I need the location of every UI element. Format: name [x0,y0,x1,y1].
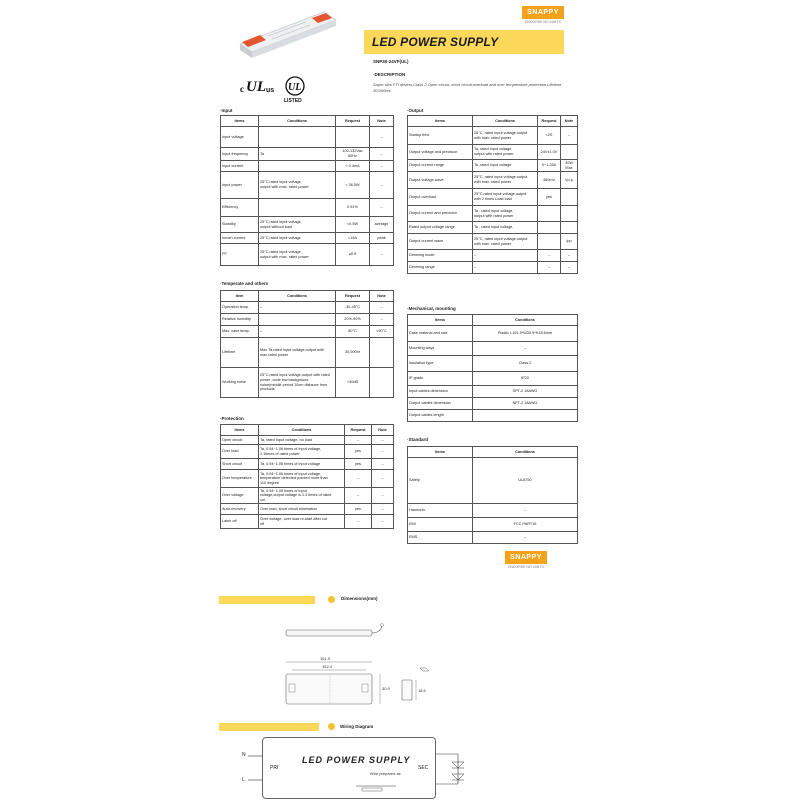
protection-col-header: Request [345,425,372,436]
table-cell: NFT-2 18AWG [473,398,578,410]
table-cell: Ipp [561,234,578,250]
table-cell: Ta, rated input voltage, output with rated power [473,145,538,160]
table-cell: < 36.5W [336,172,370,199]
table-cell: Dimming range [408,262,473,274]
table-cell: Input voltage [221,127,259,148]
table-cell: Output voltage wave [408,172,473,189]
table-row [221,368,394,398]
table-row [408,127,578,145]
table-row [408,222,578,234]
table-cell: IP grade [408,372,473,386]
neutral-label: N [242,752,246,758]
table-cell: 80°C [336,326,370,338]
table-cell: Operation temp. [221,302,259,314]
table-cell [473,410,578,422]
table-cell [259,199,336,217]
table-row [408,410,578,422]
table-cell: yes [345,459,372,470]
table-row [221,217,394,233]
table-cell: – [473,532,578,544]
output-header-row [408,116,578,127]
table-cell: 0~1.25A [538,160,561,172]
table-cell: – [372,445,394,459]
dim-length-label: 161.9 [320,656,331,661]
table-cell: Startup time [408,127,473,145]
table-cell: Working noise [221,368,259,398]
table-row [221,504,394,515]
dimensions-bullet-icon [328,596,335,603]
svg-text:UL: UL [246,79,266,95]
table-cell: EMS [408,532,473,544]
wiring-yellow-bar [219,723,319,731]
table-cell: – [345,436,372,445]
table-cell: Output voltage and precision [408,145,473,160]
temperature-section-title: ·Temperate and others [220,281,269,286]
protection-col-header: Note [372,425,394,436]
table-row [408,532,578,544]
table-cell: Inrush current [221,233,259,244]
table-cell: Over voltage [221,488,259,504]
table-cell: Ta, 0.94~1.06 times of input voltage [259,459,345,470]
table-cell: Output current and precision [408,206,473,222]
product-photo [232,6,342,58]
table-cell: Mounting ways [408,342,473,356]
table-cell: peak [370,233,394,244]
table-cell [370,338,394,368]
table-cell: – [473,262,538,274]
input-frequency-value: 60Hz [348,154,357,158]
table-cell: Max. case temp. [221,326,259,338]
table-cell: 0.91% [336,199,370,217]
standard-col-header: Conditions [473,447,578,458]
table-cell [259,314,336,326]
svg-text:us: us [266,87,275,94]
table-cell: Ta ,rated input voltage [473,160,538,172]
input-section-title: ·Input [220,108,233,113]
table-row [221,127,394,148]
table-cell: -30-45°C [336,302,370,314]
table-row [408,356,578,372]
table-cell: Open circuit [221,436,259,445]
table-cell: – [370,172,394,199]
table-cell: 25°C,rated input voltage, output with max. rated power [259,244,336,266]
table-cell: – [370,161,394,172]
table-row [221,488,394,504]
table-cell: Ta, 0.94~1.06 times of input voltage, 1.1times of rated power [259,445,345,459]
table-cell: Auto-recovery [221,504,259,515]
table-cell: – [345,488,372,504]
page-title: LED POWER SUPPLY [372,35,499,49]
output-col-header: Items [408,116,473,127]
table-cell: – [370,302,394,314]
table-cell: <15A [336,233,370,244]
table-row [408,386,578,398]
table-cell: Latch off [221,515,259,529]
table-cell: SPT-2 18AWG [473,386,578,398]
temperature-col-header: Conditions [259,291,336,302]
table-cell: < 0.4mA [336,161,370,172]
table-cell: <0.5W [336,217,370,233]
table-row [408,326,578,342]
table-cell: 30,000hr [336,338,370,368]
secondary-label: SEC [418,765,429,771]
output-table [407,115,578,274]
table-cell [538,234,561,250]
table-cell: – [370,127,394,148]
table-cell: Ta, rated input voltage, no load [259,436,345,445]
table-cell: 25°C,rated input voltage,output with 2 times Load load [473,189,538,206]
table-cell: Rated output voltage range [408,222,473,234]
dim-inner-label: 152.4 [322,664,333,669]
table-cell: <30dB [336,368,370,398]
model-number: SNP30-24VF(UL) [373,59,409,64]
table-cell: Vp-p [561,172,578,189]
table-row [221,326,394,338]
primary-label: PRI [270,765,279,771]
brand-name: SNAPPY [522,6,564,19]
table-row [408,160,578,172]
table-cell: – [372,470,394,488]
table-row [408,250,578,262]
mechanical-col-header: Items [408,315,473,326]
table-cell: 25°C,rated input voltage, output with max. rated power [259,172,336,199]
temperature-col-header: Item [221,291,259,302]
certification-logos [226,72,336,106]
table-row [408,342,578,356]
table-cell: average [370,217,394,233]
table-cell: Input cables dimension [408,386,473,398]
standard-section-title: ·Standard [407,437,429,442]
table-cell: Ta, 0.94~1.06 times of input voltage, temperature detected pointed more than 110 degree [259,470,345,488]
table-cell [561,145,578,160]
table-cell: ≥0.9 [336,244,370,266]
table-cell: Input current [221,161,259,172]
table-cell: 24V±1.0V [538,145,561,160]
protection-header-row [221,425,394,436]
table-cell [538,222,561,234]
table-cell: <2S [538,127,561,145]
table-row [408,234,578,250]
table-row [408,172,578,189]
table-row [221,199,394,217]
table-row [408,372,578,386]
table-cell: Max Ta,rated input voltage,output with max.rated power [259,338,336,368]
wiring-title: Wiring Diagram [340,724,374,729]
table-cell [561,189,578,206]
table-cell: – [259,326,336,338]
standard-header-row [408,447,578,458]
table-cell: – [372,459,394,470]
table-cell: – [372,436,394,445]
table-cell: 30W Max [561,160,578,172]
table-cell: Output cables length [408,410,473,422]
table-cell: Ta [259,148,336,161]
table-cell: – [370,199,394,217]
table-row [221,470,394,488]
table-cell: – [473,250,538,262]
table-cell: – [370,244,394,266]
table-row [221,314,394,326]
table-cell: Insulation type [408,356,473,372]
table-cell: yes [538,189,561,206]
standard-col-header: Items [408,447,473,458]
table-row [221,233,394,244]
table-cell: Relative humidity [221,314,259,326]
table-row [408,518,578,532]
table-cell: – [473,504,578,518]
table-cell: 25°C, rated input voltage,output with max. rated power [473,127,538,145]
table-cell: Output cables dimension [408,398,473,410]
input-header-row [221,116,394,127]
table-cell [336,127,370,148]
table-cell: EMI [408,518,473,532]
table-cell [259,161,336,172]
table-cell: IP20 [473,372,578,386]
table-cell: <90°C [370,326,394,338]
wiring-diagram-title: LED POWER SUPPLY [302,755,411,765]
table-cell: Plastic L161.9*W30.9*H18.6mm [473,326,578,342]
brand-name-footer: SNAPPY [505,551,547,564]
input-col-header: Conditions [259,116,336,127]
table-cell [561,206,578,222]
table-row [221,338,394,368]
protection-section-title: ·Protection [220,416,244,421]
dimension-drawing [270,610,450,720]
table-cell: Dimming mode [408,250,473,262]
table-cell: Case material and size [408,326,473,342]
table-cell: 480mV [538,172,561,189]
table-cell: – [538,262,561,274]
protection-col-header: Items [221,425,259,436]
protection-col-header: Conditions [259,425,345,436]
table-cell [259,127,336,148]
table-row [221,148,394,161]
svg-text:UL: UL [288,82,302,93]
table-cell: Ta, 0.94~1.06 times of input voltage,output voltage is 1.3 times of rated vol. [259,488,345,504]
table-cell: Over load [221,445,259,459]
brand-logo [522,6,564,28]
table-cell: Ta , rated input voltage, output with rated power [473,206,538,222]
table-cell: – [538,250,561,262]
brand-logo-footer [505,551,547,573]
mechanical-section-title: ·Mechanical, mounting [407,306,456,311]
table-cell: Standby [221,217,259,233]
table-cell: Output current range [408,160,473,172]
table-cell: yes [345,445,372,459]
table-cell: Over load, short circuit elimination [259,504,345,515]
table-cell: 100-132Vac 60Hz [336,148,370,161]
table-row [408,398,578,410]
mechanical-col-header: Conditions [473,315,578,326]
listed-label: LISTED [284,98,302,104]
table-row [221,445,394,459]
table-row [408,458,578,504]
temperature-col-header: Request [336,291,370,302]
output-section-title: ·Output [407,108,424,113]
standard-table [407,446,578,544]
table-cell [370,368,394,398]
table-cell: 25°C, rated input voltage,output with max. rated power [473,234,538,250]
wiring-bullet-icon [328,723,335,730]
dim-height-label: 18.6 [418,688,426,693]
table-row [408,145,578,160]
mechanical-table [407,314,578,422]
table-cell: – [345,515,372,529]
table-cell: 25°C,rated input voltage, output without load [259,217,336,233]
table-row [221,172,394,199]
title-banner [364,30,564,54]
mechanical-header-row [408,315,578,326]
table-cell: – [372,504,394,515]
table-cell: – [473,342,578,356]
table-cell: – [370,314,394,326]
table-cell [538,206,561,222]
description-heading: ·DESCRIPTION [373,72,406,77]
protection-table [220,424,394,529]
table-cell: Input power [221,172,259,199]
table-cell: Output current wave [408,234,473,250]
table-cell: – [259,302,336,314]
table-cell: 25°C, rated input voltage,output with max. rated power [473,172,538,189]
table-cell: Ta , rated input voltage, [473,222,538,234]
input-col-header: Items [221,116,259,127]
input-table [220,115,394,266]
brand-tagline: ENDORSE NO LIMITS [525,20,561,24]
table-row [408,504,578,518]
table-cell: Harmonic [408,504,473,518]
input-col-header: Note [370,116,394,127]
dimensions-title: Dimensions(mm) [341,596,378,601]
table-cell: Short circuit [221,459,259,470]
table-cell: – [561,250,578,262]
table-cell: yes [345,504,372,515]
temperature-table [220,290,394,398]
temperature-col-header: Note [370,291,394,302]
table-row [221,459,394,470]
table-cell: Over temperature [221,470,259,488]
line-label: L [242,777,245,783]
table-cell: 20%-90% [336,314,370,326]
table-cell: 25°C,rated input voltage,output with rated power ,code low background noise(middle period 10cm distance from products [259,368,336,398]
table-row [221,436,394,445]
table-row [408,206,578,222]
table-cell: – [370,148,394,161]
table-row [221,244,394,266]
table-row [408,189,578,206]
table-row [221,302,394,314]
temperature-header-row [221,291,394,302]
output-col-header: Conditions [473,116,538,127]
table-cell: – [345,470,372,488]
table-cell: – [561,127,578,145]
table-cell: Over voltage, over load re-start after cut off [259,515,345,529]
table-cell: FCC PART15 [473,518,578,532]
input-col-header: Request [336,116,370,127]
table-cell: UL8750 [473,458,578,504]
table-cell: Lifetime [221,338,259,368]
table-cell: Efficiency [221,199,259,217]
table-cell: – [372,515,394,529]
table-row [221,161,394,172]
svg-text:c: c [240,84,244,94]
brand-tagline-footer: ENDORSE NO LIMITS [508,565,544,569]
table-cell: Output overload [408,189,473,206]
table-cell: Class 2 [473,356,578,372]
table-cell: Safety [408,458,473,504]
table-row [221,515,394,529]
table-cell: Input frequency [221,148,259,161]
dimensions-yellow-bar [219,596,315,604]
table-cell: 25°C,rated input voltage [259,233,336,244]
table-cell: – [372,488,394,504]
table-cell [561,222,578,234]
table-cell: PF [221,244,259,266]
output-col-header: Note [561,116,578,127]
wire-hint: Wire prepared as [370,771,401,776]
description-text: Super slim FTI drivers,Class 2,Open circuit, short circuit,overload and over temperature protection,Lifetime 30,000hrs [373,82,562,93]
dim-width-label: 30.9 [382,686,390,691]
output-col-header: Request [538,116,561,127]
table-cell: – [561,262,578,274]
table-row [408,262,578,274]
wiring-lines [236,750,472,798]
